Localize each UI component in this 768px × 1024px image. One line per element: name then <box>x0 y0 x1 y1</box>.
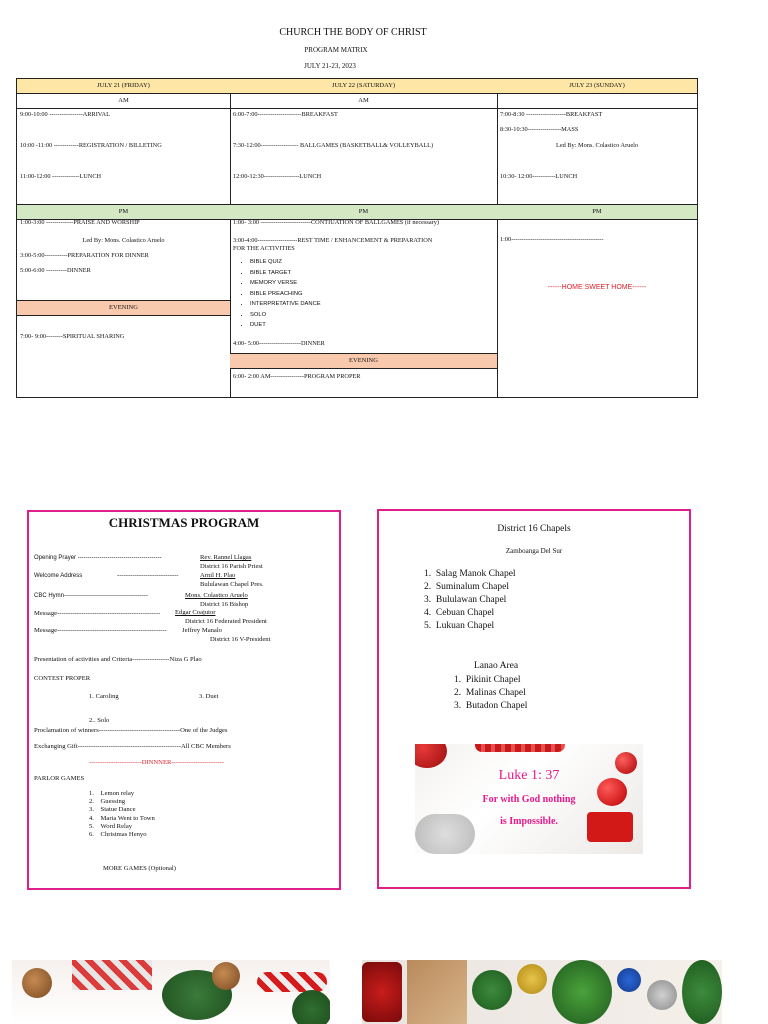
pine-branch-icon <box>682 960 722 1024</box>
day1-pm-item: 1:00-3:00 -------------PRAISE AND WORSHIP <box>20 219 140 226</box>
proclamation-line: Proclamation of winners-------------------------------------One of the Judges <box>34 727 228 734</box>
page-title: CHURCH THE BODY OF CHRIST <box>279 27 427 38</box>
day2-pm-item: FOR THE ACTIVITIES <box>233 245 295 252</box>
page-subtitle: PROGRAM MATRIX <box>304 46 368 54</box>
zamboanga-chapel-list <box>424 568 516 633</box>
day2-pm-label: PM <box>230 204 497 220</box>
day1-am-item: 9:00-10:00 ----------------ARRIVAL <box>20 111 110 118</box>
chapel-item: 1. Pikinit Chapel <box>454 675 521 685</box>
pine-cone-icon <box>212 962 240 990</box>
day1-evening-label: EVENING <box>17 300 230 316</box>
region-heading: Lanao Area <box>474 661 519 671</box>
day1-column <box>17 79 231 397</box>
day3-column <box>497 79 697 397</box>
day3-led-by: Led By: Mons. Colastico Aruelo <box>555 142 639 149</box>
day2-am-label: AM <box>230 94 497 109</box>
day2-evening-item: 6:00- 2:00 AM----------------PROGRAM PROPER <box>233 373 361 380</box>
welcome-address-name: Arnil H. Plao <box>200 572 236 579</box>
day2-am-item: 7:30-12:00------------------ BALLGAMES (BASKETBALL& VOLLEYBALL) <box>233 142 434 149</box>
presentation-line: Presentation of activities and Criteria-----------------Niza G Plao <box>34 656 202 663</box>
parlor-games-heading: PARLOR GAMES <box>34 775 85 782</box>
christmas-program-box <box>27 510 341 890</box>
more-games: MORE GAMES (Optional) <box>103 865 176 872</box>
christmas-decoration-image <box>12 960 330 1024</box>
day1-header: JULY 21 (FRIDAY) <box>17 79 230 94</box>
ornament-icon <box>617 968 641 992</box>
contest-item: 1. Caroling <box>89 693 119 700</box>
day1-pm-item: 5:00-6:00 ----------DINNER <box>20 267 91 274</box>
ornament-icon <box>415 744 447 768</box>
day3-header: JULY 23 (SUNDAY) <box>497 79 697 94</box>
opening-prayer-name: Rev. Rannel Llagas <box>200 554 252 561</box>
day2-header: JULY 22 (SATURDAY) <box>230 79 497 94</box>
day2-pm-item: 3:00-4:00-------------------REST TIME / ENHANCEMENT & PREPARATION <box>233 237 433 244</box>
parlor-game-item: 6. Christmas Henyo <box>89 831 147 839</box>
day1-am-item: 11:00-12:00 -------------LUNCH <box>20 173 102 180</box>
pine-cone-icon <box>22 968 52 998</box>
activity-item: • BIBLE TARGET <box>250 268 321 279</box>
chapel-item: 1. Salag Manok Chapel <box>424 569 516 579</box>
page-dates: JULY 21-23, 2023 <box>304 62 356 70</box>
message-name: Edgar Coajutor <box>175 609 216 616</box>
home-sweet-home: ------HOME SWEET HOME------ <box>547 284 647 291</box>
pine-branch-icon <box>472 970 512 1010</box>
activity-item: • DUET <box>250 320 321 331</box>
day2-am-item: 12:00-12:30-----------------LUNCH <box>233 173 322 180</box>
message-label: Message-------------------------------------------------- <box>34 627 167 634</box>
pine-branch-icon <box>292 990 330 1024</box>
candy-cane-icon <box>257 972 327 992</box>
day1-led-by: Led By: Mons. Colastico Aruelo <box>82 237 165 244</box>
candy-cane-icon <box>72 960 152 990</box>
christmas-decoration-image <box>362 960 722 1024</box>
activity-item: • BIBLE PREACHING <box>250 289 321 300</box>
district-chapels-box <box>377 509 691 889</box>
cbc-hymn-label: CBC Hymn------------------------------------------ <box>34 593 148 599</box>
chapel-item: 3. Bululawan Chapel <box>424 595 507 605</box>
day1-am-label: AM <box>17 94 230 109</box>
bible-verse-card <box>415 744 643 854</box>
berry-icon <box>362 962 402 1022</box>
opening-prayer-role: District 16 Parish Priest <box>200 563 263 570</box>
verse-text-line: For with God nothing <box>482 794 576 805</box>
day1-evening-item: 7:00- 9:00--------SPIRITUAL SHARING <box>20 333 125 340</box>
message-label: Message----------------------------------------------- <box>34 610 161 617</box>
verse-text-line: is Impossible. <box>500 816 558 827</box>
welcome-address-dash: ---------------------------- <box>117 572 179 579</box>
lanao-chapel-list <box>454 674 527 713</box>
chapel-item: 3. Butadon Chapel <box>454 701 528 711</box>
day3-am-item: 7:00-8:30 -------------------BREAKFAST <box>500 111 603 118</box>
contest-item: 3. Duet <box>199 693 219 700</box>
welcome-address-label: Welcome Address <box>34 573 83 579</box>
dinner-line: ------------------------DINNNER------------------------ <box>89 759 225 766</box>
day2-evening-label: EVENING <box>230 353 497 369</box>
chapel-item: 5. Lukuan Chapel <box>424 621 495 631</box>
day1-am-item: 10:00 -11:00 ------------REGISTRATION / BILLETING <box>20 142 162 149</box>
activity-item: • MEMORY VERSE <box>250 278 321 289</box>
activity-item: • SOLO <box>250 310 321 321</box>
activity-item: • BIBLE QUIZ <box>250 257 321 268</box>
opening-prayer-label: Opening Prayer ------------------------------------------ <box>34 555 162 561</box>
verse-reference: Luke 1: 37 <box>498 768 560 783</box>
contest-proper-heading: CONTEST PROPER <box>34 675 91 682</box>
day3-am-spacer <box>497 94 697 109</box>
message-role: District 16 V-President <box>210 636 271 643</box>
parlor-game-item: 1. Lemon relay <box>89 790 135 797</box>
gift-box-icon <box>407 960 467 1024</box>
parlor-games-list <box>89 790 155 839</box>
day1-pm-label: PM <box>17 204 230 220</box>
star-icon <box>647 980 677 1010</box>
message-role: District 16 Federated President <box>185 618 267 625</box>
day3-pm-label: PM <box>497 204 697 220</box>
day3-pm-item: 1:00-------------------------------------------- <box>500 236 604 243</box>
activity-item: • INTERPRETATIVE DANCE <box>250 299 321 310</box>
day2-column <box>230 79 498 397</box>
message-name: Jeffrey Manalo <box>182 627 222 634</box>
chapel-item: 4. Cebuan Chapel <box>424 608 495 618</box>
chapel-item: 2. Malinas Chapel <box>454 688 526 698</box>
parlor-game-item: 2. Guessing <box>89 798 126 806</box>
parlor-game-item: 3. Statue Dance <box>89 806 136 814</box>
tree-icon <box>552 960 612 1024</box>
ornament-icon <box>517 964 547 994</box>
program-matrix-table <box>16 78 698 398</box>
welcome-address-role: Bululawan Chapel Pres. <box>200 581 264 588</box>
cbc-hymn-name: Mons. Colastico Aruelo <box>185 592 248 599</box>
parlor-game-item: 5. Word Relay <box>89 822 133 830</box>
parlor-game-item: 4. Maria Went to Town <box>89 814 155 822</box>
day2-pm-item: 1:00- 3:00 ------------------------CONTIUATION OF BALLGAMES (if necessary) <box>233 219 439 226</box>
chapel-item: 2. Suminalum Chapel <box>424 582 509 592</box>
day2-am-item: 6:00-7:00---------------------BREAKFAST <box>233 111 338 118</box>
exchanging-gift-line: Exchanging Gift-----------------------------------------------All CBC Members <box>34 743 231 750</box>
chapels-title: District 16 Chapels <box>497 524 571 534</box>
tinsel-icon <box>475 744 565 752</box>
activity-list <box>230 257 321 331</box>
cbc-hymn-role: District 16 Bishop <box>200 601 249 608</box>
day3-am-item: 8:30-10:30----------------MASS <box>500 126 579 133</box>
christmas-program-title: CHRISTMAS PROGRAM <box>108 515 260 530</box>
day1-pm-item: 3:00-5:00-----------PREPARATION FOR DINNER <box>20 252 149 259</box>
contest-item: 2.. Solo <box>89 717 110 724</box>
day3-am-item: 10:30- 12:00-----------LUNCH <box>500 173 578 180</box>
region-heading: Zamboanga Del Sur <box>505 547 563 555</box>
day2-pm-item: 4:00- 5:00--------------------DINNER <box>233 340 325 347</box>
